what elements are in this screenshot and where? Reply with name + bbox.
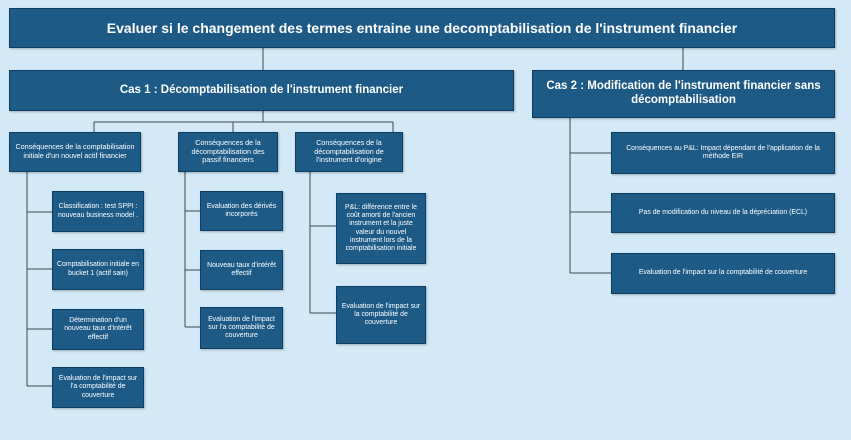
case1-branch1-item: Evaluation de l'impact sur l'a comptabilité de couverture: [52, 367, 144, 408]
case1-branch1-item: Comptabilisation initiale en bucket 1 (actif sain): [52, 249, 144, 290]
diagram-title: Evaluer si le changement des termes entraine une decomptabilisation de l'instrument financier: [9, 8, 835, 48]
case1-branch2-item: Evaluation de l'impact sur l'a comptabilité de couverture: [200, 307, 283, 349]
case1-branch3-item: P&L: différence entre le coût amorti de l'ancien instrument et la juste valeur du nouvel instrument lors de la comptabilisation initiale: [336, 193, 426, 264]
case1-branch2-item: Nouveau taux d'intérêt effectif: [200, 250, 283, 290]
case1-branch1-item: Classification : test SPPI : nouveau business model .: [52, 191, 144, 232]
case2-title: Cas 2 : Modification de l'instrument financier sans décomptabilisation: [532, 70, 835, 118]
case1-branch3-item: Evaluation de l'impact sur la comptabilité de couverture: [336, 286, 426, 344]
case1-branch-initial-recognition: Conséquences de la comptabilisation initiale d'un nouvel actif financier: [9, 132, 141, 172]
case2-item: Evaluation de l'impact sur la comptabilité de couverture: [611, 253, 835, 294]
case2-item: Pas de modification du niveau de la dépréciation (ECL): [611, 193, 835, 233]
case1-branch-original-derecognition: Conséquences de la décomptabilisation de l'instrument d'origine: [295, 132, 403, 172]
case1-branch-liability-derecognition: Conséquences de la décomptabilisation des passif financiers: [178, 132, 278, 172]
case1-branch2-item: Evaluation des dérivés incorporés: [200, 191, 283, 231]
case1-branch1-item: Détermination d'un nouveau taux d'intérêt effectif: [52, 309, 144, 350]
case1-title: Cas 1 : Décomptabilisation de l'instrument financier: [9, 70, 514, 111]
case2-item: Conséquences au P&L: Impact dépendant de l'application de la méthode EIR: [611, 132, 835, 174]
